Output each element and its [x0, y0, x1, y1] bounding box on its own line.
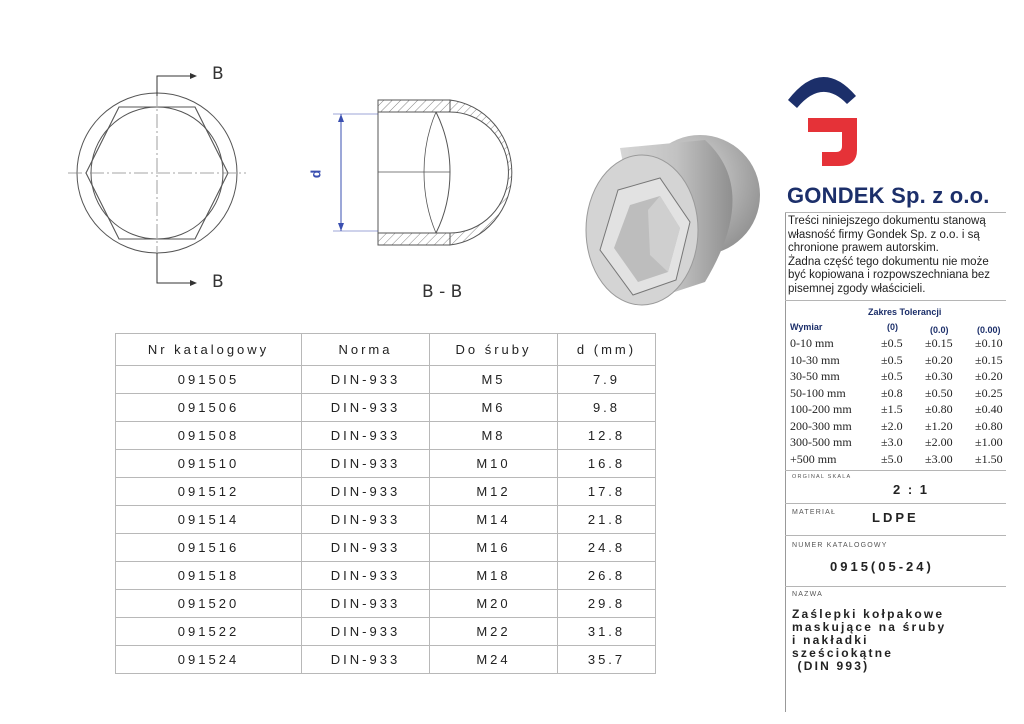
tolerance-000: ±0.10	[975, 336, 1003, 350]
scale-value: 2 : 1	[893, 482, 930, 497]
cell-standard: DIN-933	[302, 366, 430, 394]
section-marker-bottom: B	[212, 272, 224, 292]
tolerance-col-00: (0.0)	[930, 325, 949, 335]
table-row	[116, 506, 656, 534]
tolerance-row	[790, 336, 1008, 353]
material-label: MATERIAŁ	[792, 509, 837, 516]
product-name-line: i nakładki	[792, 633, 869, 647]
tolerance-row	[790, 419, 1008, 436]
cell-catalog-number: 091520	[116, 590, 302, 618]
tolerance-range: +500 mm	[790, 451, 837, 466]
cell-catalog-number: 091508	[116, 422, 302, 450]
cell-catalog-number: 091512	[116, 478, 302, 506]
tolerance-row	[790, 435, 1008, 452]
tolerance-0: ±0.5	[881, 336, 903, 350]
copyright-line: pisemnej zgody właścicieli.	[788, 282, 926, 295]
copyright-notice	[788, 215, 1006, 297]
tolerance-00: ±0.20	[925, 352, 953, 367]
tolerance-00: ±2.00	[925, 435, 953, 449]
cell-catalog-number: 091506	[116, 394, 302, 422]
cell-bolt: M8	[430, 422, 558, 450]
cell-standard: DIN-933	[302, 618, 430, 646]
tolerance-0: ±0.5	[881, 352, 903, 367]
title-block-divider	[785, 212, 1006, 213]
product-name	[792, 608, 1006, 673]
tolerance-000: ±0.25	[975, 385, 1003, 400]
cell-standard: DIN-933	[302, 562, 430, 590]
table-row	[116, 646, 656, 674]
cell-diameter: 35.7	[558, 646, 656, 674]
cell-catalog-number: 091510	[116, 450, 302, 478]
tolerance-000: ±0.40	[975, 402, 1003, 416]
tolerance-row	[790, 402, 1008, 419]
table-row	[116, 478, 656, 506]
tolerance-0: ±3.0	[881, 435, 903, 449]
cell-standard: DIN-933	[302, 450, 430, 478]
catalog-number-label: NUMER KATALOGOWY	[792, 542, 888, 549]
header-bolt: Do śruby	[430, 334, 558, 366]
cell-bolt: M16	[430, 534, 558, 562]
cell-bolt: M6	[430, 394, 558, 422]
company-name: GONDEK Sp. z o.o.	[787, 183, 990, 208]
tolerance-000: ±0.80	[975, 418, 1003, 433]
cell-standard: DIN-933	[302, 646, 430, 674]
tolerance-00: ±0.30	[925, 369, 953, 383]
catalog-table	[115, 333, 656, 674]
cell-diameter: 26.8	[558, 562, 656, 590]
tolerance-range: 0-10 mm	[790, 336, 834, 350]
tolerance-0: ±0.5	[881, 369, 903, 383]
cell-diameter: 31.8	[558, 618, 656, 646]
title-block-divider	[785, 470, 1006, 471]
tolerance-title: Zakres Tolerancji	[868, 307, 942, 317]
product-name-line: maskujące na śruby	[792, 620, 947, 634]
catalog-table-header	[116, 334, 656, 366]
tolerance-000: ±0.15	[975, 352, 1003, 367]
cell-bolt: M22	[430, 618, 558, 646]
product-name-line: sześciokątne	[792, 646, 894, 660]
tolerance-row	[790, 369, 1008, 386]
cell-bolt: M18	[430, 562, 558, 590]
copyright-line: Treści niniejszego dokumentu stanową	[788, 215, 986, 227]
cell-bolt: M20	[430, 590, 558, 618]
cell-catalog-number: 091524	[116, 646, 302, 674]
copyright-line: Żadna część tego dokumentu nie może	[788, 255, 989, 268]
cell-diameter: 24.8	[558, 534, 656, 562]
tolerance-0: ±1.5	[881, 402, 903, 416]
cell-catalog-number: 091522	[116, 618, 302, 646]
tolerance-range: 30-50 mm	[790, 369, 840, 383]
cell-bolt: M24	[430, 646, 558, 674]
material-value: LDPE	[872, 510, 919, 525]
cell-standard: DIN-933	[302, 394, 430, 422]
product-name-line: Zaślepki kołpakowe	[792, 607, 945, 621]
table-row	[116, 450, 656, 478]
tolerance-000: ±1.50	[975, 451, 1003, 466]
scale-label: ORGINAL SKALA	[792, 474, 852, 480]
table-row	[116, 562, 656, 590]
table-row	[116, 422, 656, 450]
tolerance-col-000: (0.00)	[977, 325, 1001, 335]
tolerance-000: ±0.20	[975, 369, 1003, 383]
cell-diameter: 12.8	[558, 422, 656, 450]
title-block-divider	[785, 586, 1006, 587]
tolerance-range: 10-30 mm	[790, 352, 840, 367]
copyright-line: być kopiowana i rozpowszechniana bez	[788, 269, 991, 282]
cell-diameter: 9.8	[558, 394, 656, 422]
title-block-divider	[785, 300, 1006, 301]
cell-catalog-number: 091516	[116, 534, 302, 562]
cell-standard: DIN-933	[302, 506, 430, 534]
tolerance-range: 50-100 mm	[790, 385, 846, 400]
tolerance-00: ±0.80	[925, 402, 953, 416]
table-row	[116, 534, 656, 562]
tolerance-range: 200-300 mm	[790, 418, 852, 433]
title-block-divider	[785, 503, 1006, 504]
tolerance-col-0: (0)	[887, 322, 898, 332]
tolerance-range: 100-200 mm	[790, 402, 852, 416]
header-standard: Norma	[302, 334, 430, 366]
tolerance-000: ±1.00	[975, 435, 1003, 449]
cell-standard: DIN-933	[302, 478, 430, 506]
copyright-line: chronione prawem autorskim.	[788, 242, 939, 255]
tolerance-row	[790, 386, 1008, 403]
section-view	[333, 100, 512, 245]
cell-standard: DIN-933	[302, 534, 430, 562]
cell-diameter: 29.8	[558, 590, 656, 618]
tolerance-00: ±0.50	[925, 385, 953, 400]
tolerance-00: ±3.00	[925, 451, 953, 466]
cell-standard: DIN-933	[302, 422, 430, 450]
cell-diameter: 21.8	[558, 506, 656, 534]
title-block-divider	[785, 535, 1006, 536]
cell-bolt: M12	[430, 478, 558, 506]
cell-standard: DIN-933	[302, 590, 430, 618]
cell-diameter: 17.8	[558, 478, 656, 506]
tolerance-00: ±0.15	[925, 336, 953, 350]
table-row	[116, 590, 656, 618]
tolerance-0: ±0.8	[881, 385, 903, 400]
name-label: NAZWA	[792, 591, 824, 598]
front-view	[68, 73, 246, 286]
tolerance-row	[790, 353, 1008, 370]
cell-catalog-number: 091514	[116, 506, 302, 534]
catalog-number-value: 0915(05-24)	[830, 559, 934, 574]
section-marker-top: B	[212, 64, 224, 84]
copyright-line: własność firmy Gondek Sp. z o.o. i są	[788, 228, 980, 241]
tolerance-range: 300-500 mm	[790, 435, 852, 449]
tolerance-col-dimension: Wymiar	[790, 322, 823, 332]
cell-bolt: M5	[430, 366, 558, 394]
dimension-d-label: d	[307, 169, 324, 179]
product-name-line: (DIN 993)	[792, 659, 870, 673]
table-row	[116, 394, 656, 422]
cell-diameter: 7.9	[558, 366, 656, 394]
tolerance-00: ±1.20	[925, 418, 953, 433]
tolerance-0: ±2.0	[881, 418, 903, 433]
cell-diameter: 16.8	[558, 450, 656, 478]
tolerance-0: ±5.0	[881, 451, 903, 466]
header-diameter: d (mm)	[558, 334, 656, 366]
gondek-logo	[788, 77, 857, 166]
table-row	[116, 618, 656, 646]
cell-catalog-number: 091518	[116, 562, 302, 590]
cell-catalog-number: 091505	[116, 366, 302, 394]
cell-bolt: M14	[430, 506, 558, 534]
tolerance-row	[790, 452, 1008, 469]
cap-3d-render	[586, 135, 760, 305]
cell-bolt: M10	[430, 450, 558, 478]
header-catalog-number: Nr katalogowy	[116, 334, 302, 366]
section-view-label: B - B	[422, 282, 463, 302]
table-row	[116, 366, 656, 394]
